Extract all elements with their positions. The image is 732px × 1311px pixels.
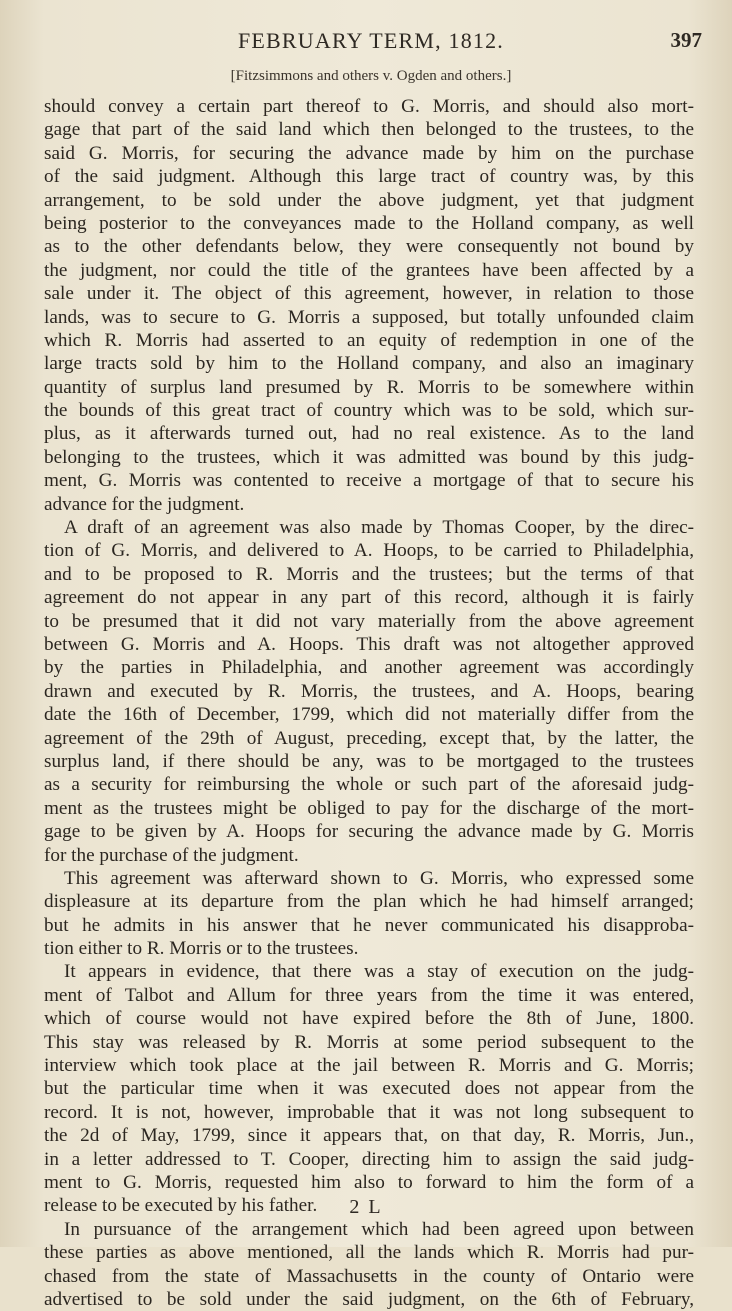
text-line: plus, as it afterwards turned out, had no real existence. As to the land	[44, 423, 694, 445]
text-line: ment, G. Morris was contented to receive a mortgage of that to secure his	[44, 470, 694, 492]
text-line: drawn and executed by R. Morris, the trustees, and A. Hoops, bearing	[44, 680, 694, 702]
text-line: ment of Talbot and Allum for three years from the time it was entered,	[44, 984, 694, 1006]
text-line: the bounds of this great tract of country which was to be sold, which sur-	[44, 400, 694, 422]
paragraph	[44, 95, 694, 516]
paragraph	[44, 516, 694, 867]
text-line: which R. Morris had asserted to an equity of redemption in one of the	[44, 329, 694, 351]
text-line: and to be proposed to R. Morris and the trustees; but the terms of that	[44, 563, 694, 585]
text-line: should convey a certain part thereof to G. Morris, and should also mort-	[44, 96, 694, 117]
text-line: lands, was to secure to G. Morris a supposed, but totally unfounded claim	[44, 306, 694, 328]
text-line: by the parties in Philadelphia, and another agreement was accordingly	[44, 657, 694, 679]
text-line: these parties as above mentioned, all the lands which R. Morris had pur-	[44, 1242, 694, 1264]
text-line: for the purchase of the judgment.	[44, 844, 299, 866]
text-line: tion either to R. Morris or to the trustees.	[44, 938, 359, 960]
text-line: belonging to the trustees, which it was admitted was bound by this judg-	[44, 446, 694, 468]
case-caption: [Fitzsimmons and others v. Ogden and others.]	[230, 68, 512, 84]
text-line: as a security for reimbursing the whole or such part of the aforesaid judg-	[44, 774, 694, 796]
text-line: release to be executed by his father.	[44, 1195, 318, 1217]
text-line: date the 16th of December, 1799, which did not materially differ from the	[44, 704, 694, 726]
text-line: displeasure at its departure from the plan which he had himself arranged;	[44, 891, 694, 913]
text-line: record. It is not, however, improbable that it was not long subsequent to	[44, 1101, 694, 1123]
text-line: in a letter addressed to T. Cooper, directing him to assign the said judg-	[44, 1148, 694, 1170]
text-line: gage that part of the said land which then belonged to the trustees, to the	[44, 119, 694, 141]
text-line: surplus land, if there should be any, was to be mortgaged to the trustees	[44, 750, 694, 772]
text-line: gage to be given by A. Hoops for securing the advance made by G. Morris	[44, 821, 694, 843]
text-line: sale under it. The object of this agreement, however, in relation to those	[44, 283, 694, 305]
running-title: FEBRUARY TERM, 1812.	[237, 28, 505, 53]
text-line: agreement of the 29th of August, preceding, except that, by the latter, the	[44, 727, 694, 749]
text-line: but the particular time when it was executed does not appear from the	[44, 1078, 694, 1100]
signature-mark: 2 L	[349, 1196, 383, 1218]
text-line: between G. Morris and A. Hoops. This draft was not altogether approved	[44, 633, 694, 655]
paragraph	[44, 867, 694, 961]
text-line: agreement do not appear in any part of this record, although it is fairly	[44, 587, 694, 609]
text-line: the judgment, nor could the title of the grantees have been affected by a	[44, 259, 694, 281]
body-text	[44, 95, 694, 1311]
text-line: advertised to be sold under the said judgment, on the 6th of February,	[44, 1288, 694, 1310]
text-line: arrangement, to be sold under the above judgment, yet that judgment	[44, 189, 694, 211]
text-line: This stay was released by R. Morris at some period subsequent to the	[44, 1031, 694, 1053]
text-line: quantity of surplus land presumed by R. Morris to be somewhere within	[44, 376, 694, 398]
text-line: This agreement was afterward shown to G. Morris, who expressed some	[64, 867, 694, 889]
text-line: as to the other defendants below, they were consequently not bound by	[44, 236, 694, 258]
text-line: being posterior to the conveyances made to the Holland company, as well	[44, 212, 694, 234]
text-line: interview which took place at the jail between R. Morris and G. Morris;	[44, 1055, 694, 1077]
paragraph	[44, 960, 694, 1217]
text-line: large tracts sold by him to the Holland company, and also an imaginary	[44, 353, 694, 375]
text-line: In pursuance of the arrangement which had been agreed upon between	[64, 1218, 694, 1240]
paragraph	[44, 1218, 694, 1311]
text-line: advance for the judgment.	[44, 493, 245, 515]
text-line: ment as the trustees might be obliged to pay for the discharge of the mort-	[44, 797, 694, 819]
text-line: the 2d of May, 1799, since it appears that, on that day, R. Morris, Jun.,	[44, 1125, 694, 1147]
running-head	[40, 28, 702, 58]
text-line: but he admits in his answer that he never communicated his disapproba-	[44, 914, 694, 936]
text-line: chased from the state of Massachusetts in the county of Ontario were	[44, 1265, 694, 1287]
text-line: tion of G. Morris, and delivered to A. Hoops, to be carried to Philadelphia,	[44, 540, 694, 562]
text-line: It appears in evidence, that there was a stay of execution on the judg-	[64, 961, 694, 983]
text-line: said G. Morris, for securing the advance made by him on the purchase	[44, 142, 694, 164]
text-line: ment to G. Morris, requested him also to forward to him the form of a	[44, 1171, 694, 1193]
text-line: of the said judgment. Although this large tract of country was, by this	[44, 166, 694, 188]
text-line: A draft of an agreement was also made by Thomas Cooper, by the direc-	[64, 517, 694, 539]
page-number: 397	[670, 28, 702, 52]
text-line: which of course would not have expired before the 8th of June, 1800.	[44, 1008, 694, 1030]
text-line: to be presumed that it did not vary materially from the above agreement	[44, 610, 694, 632]
